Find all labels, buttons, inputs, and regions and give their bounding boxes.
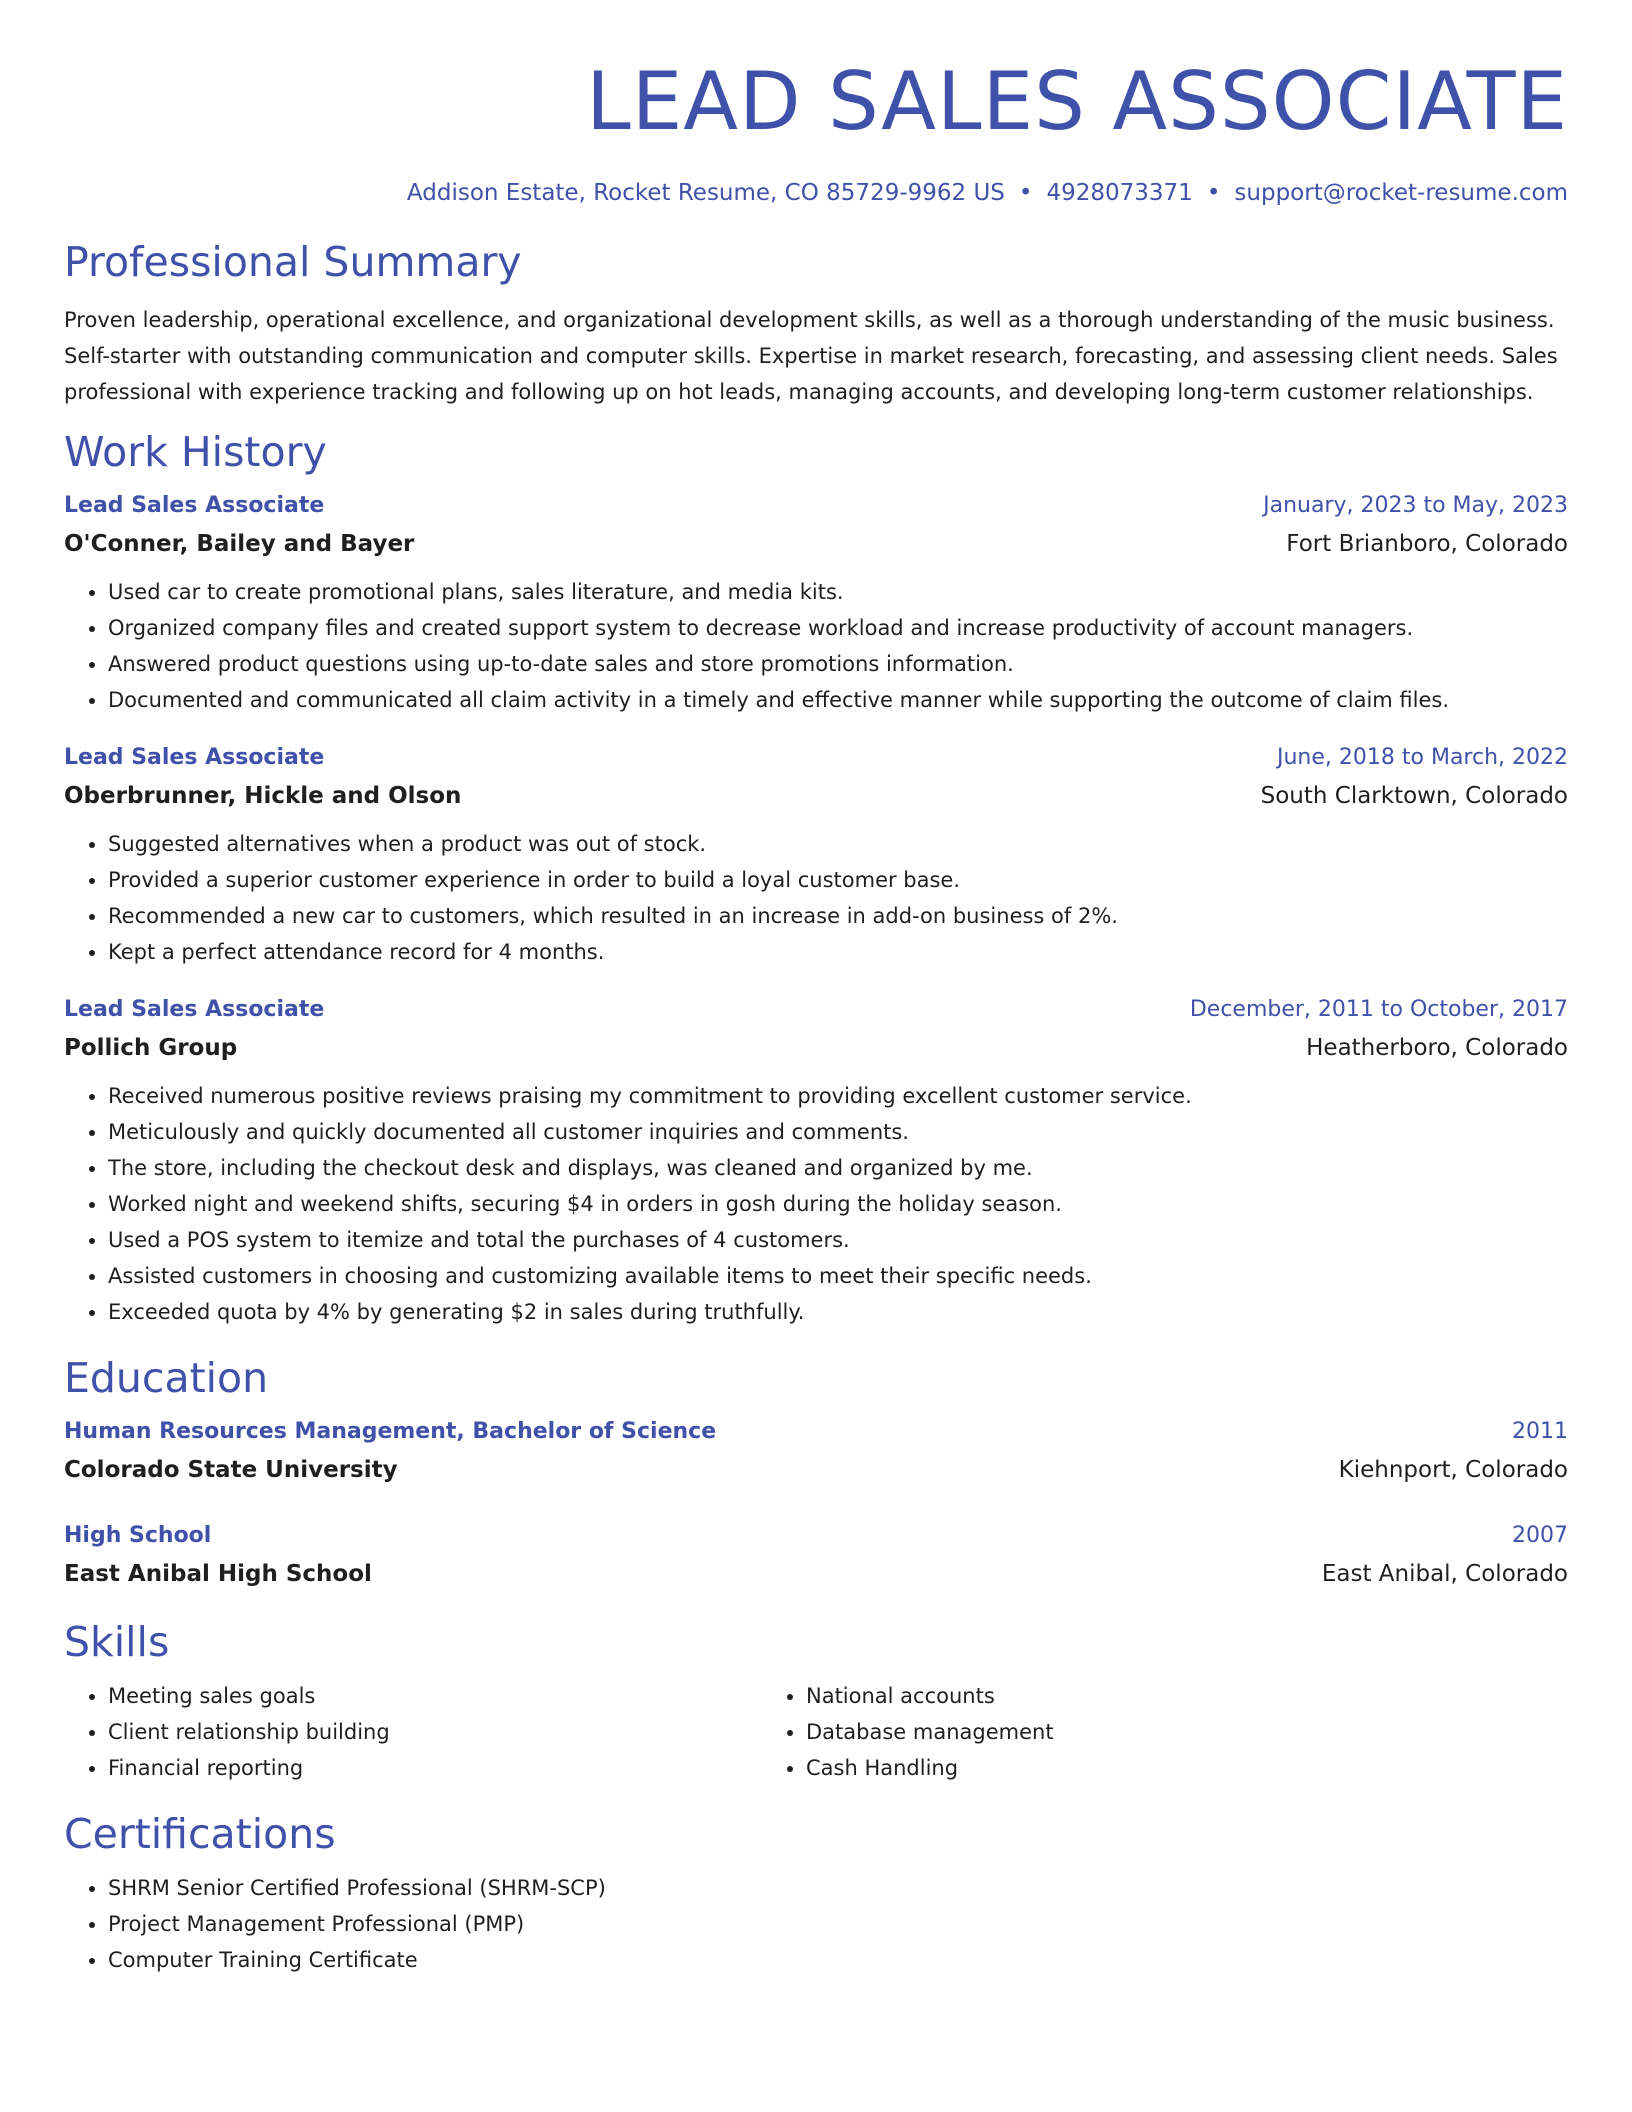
education-location: Kiehnport, Colorado [1338,1457,1568,1483]
skills-section [64,1616,1568,1786]
job-title: Lead Sales Associate [64,745,325,770]
job-company: O'Conner, Bailey and Bayer [64,531,415,557]
job-bullets [64,826,1568,970]
skills-list-right [762,1678,1460,1786]
section-title-education: Education [64,1354,269,1402]
education-entry [64,1414,1568,1490]
list-item: • Used car to create promotional plans, sales literature, and media kits. [108,574,1568,610]
education-school: East Anibal High School [64,1561,372,1587]
certifications-section [64,1808,1568,1978]
education-entry [64,1518,1568,1594]
job-dates: December, 2011 to October, 2017 [1189,997,1568,1022]
job-entry [64,992,1568,1330]
contact-separator: • [1206,180,1221,206]
job-location: South Clarktown, Colorado [1260,783,1568,809]
education-degree: High School [64,1523,212,1548]
list-item: • The store, including the checkout desk and displays, was cleaned and organized by me. [108,1150,1568,1186]
education-year: 2011 [1512,1419,1568,1444]
summary-section [64,236,1568,410]
list-item: • Provided a superior customer experience in order to build a loyal customer base. [108,862,1568,898]
list-item: • Database management [806,1714,1460,1750]
list-item: • Documented and communicated all claim activity in a timely and effective manner while supporting the outcome of claim files. [108,682,1568,718]
job-title: Lead Sales Associate [64,493,325,518]
certifications-list [64,1870,1568,1978]
job-dates: June, 2018 to March, 2022 [1277,745,1568,770]
job-bullets [64,574,1568,718]
list-item: • Worked night and weekend shifts, securing $4 in orders in gosh during the holiday season. [108,1186,1568,1222]
list-item: • Financial reporting [108,1750,762,1786]
resume-header [64,0,1568,208]
list-item: • Exceeded quota by 4% by generating $2 in sales during truthfully. [108,1294,1568,1330]
job-location: Heatherboro, Colorado [1306,1035,1568,1061]
resume-name: LEAD SALES ASSOCIATE [586,55,1568,148]
contact-line [64,178,1568,208]
list-item: • Assisted customers in choosing and customizing available items to meet their specific needs. [108,1258,1568,1294]
skills-list-left [64,1678,762,1786]
section-title-summary: Professional Summary [64,238,522,286]
job-company: Pollich Group [64,1035,238,1061]
job-title: Lead Sales Associate [64,997,325,1022]
section-title-skills: Skills [64,1618,170,1666]
contact-separator: • [1018,180,1033,206]
list-item: • Organized company files and created support system to decrease workload and increase productivity of account managers. [108,610,1568,646]
list-item: • Answered product questions using up-to-date sales and store promotions information. [108,646,1568,682]
job-entry [64,488,1568,718]
list-item: • Recommended a new car to customers, which resulted in an increase in add-on business of 2%. [108,898,1568,934]
job-entry [64,740,1568,970]
contact-address: Addison Estate, Rocket Resume, CO 85729-9962 US [406,180,1005,206]
list-item: • Meeting sales goals [108,1678,762,1714]
job-company: Oberbrunner, Hickle and Olson [64,783,462,809]
education-school: Colorado State University [64,1457,398,1483]
list-item: • Received numerous positive reviews praising my commitment to providing excellent customer service. [108,1078,1568,1114]
list-item: • Kept a perfect attendance record for 4 months. [108,934,1568,970]
job-location: Fort Brianboro, Colorado [1286,531,1568,557]
skills-columns [64,1678,1568,1786]
list-item: • SHRM Senior Certified Professional (SHRM-SCP) [108,1870,1568,1906]
list-item: • Cash Handling [806,1750,1460,1786]
job-bullets [64,1078,1568,1330]
list-item: • Client relationship building [108,1714,762,1750]
list-item: • Project Management Professional (PMP) [108,1906,1568,1942]
section-title-certifications: Certifications [64,1810,336,1858]
education-degree: Human Resources Management, Bachelor of Science [64,1419,717,1444]
contact-email: support@rocket-resume.com [1234,180,1568,206]
work-history-section [64,426,1568,1330]
list-item: • Computer Training Certificate [108,1942,1568,1978]
education-year: 2007 [1512,1523,1568,1548]
list-item: • Used a POS system to itemize and total the purchases of 4 customers. [108,1222,1568,1258]
education-section [64,1352,1568,1594]
contact-phone: 4928073371 [1046,180,1193,206]
list-item: • National accounts [806,1678,1460,1714]
section-title-work-history: Work History [64,428,327,476]
education-location: East Anibal, Colorado [1321,1561,1568,1587]
list-item: • Meticulously and quickly documented all customer inquiries and comments. [108,1114,1568,1150]
list-item: • Suggested alternatives when a product was out of stock. [108,826,1568,862]
job-dates: January, 2023 to May, 2023 [1263,493,1568,518]
summary-text: Proven leadership, operational excellence, and organizational development skills, as well as a thorough understanding of the music business. Self-starter with outstanding communication and computer skills. Expertise in market research, forecasting, and assessing client needs. Sales professional with experience tracking and following up on hot leads, managing accounts, and developing long-term customer relationships. [64,308,1558,404]
